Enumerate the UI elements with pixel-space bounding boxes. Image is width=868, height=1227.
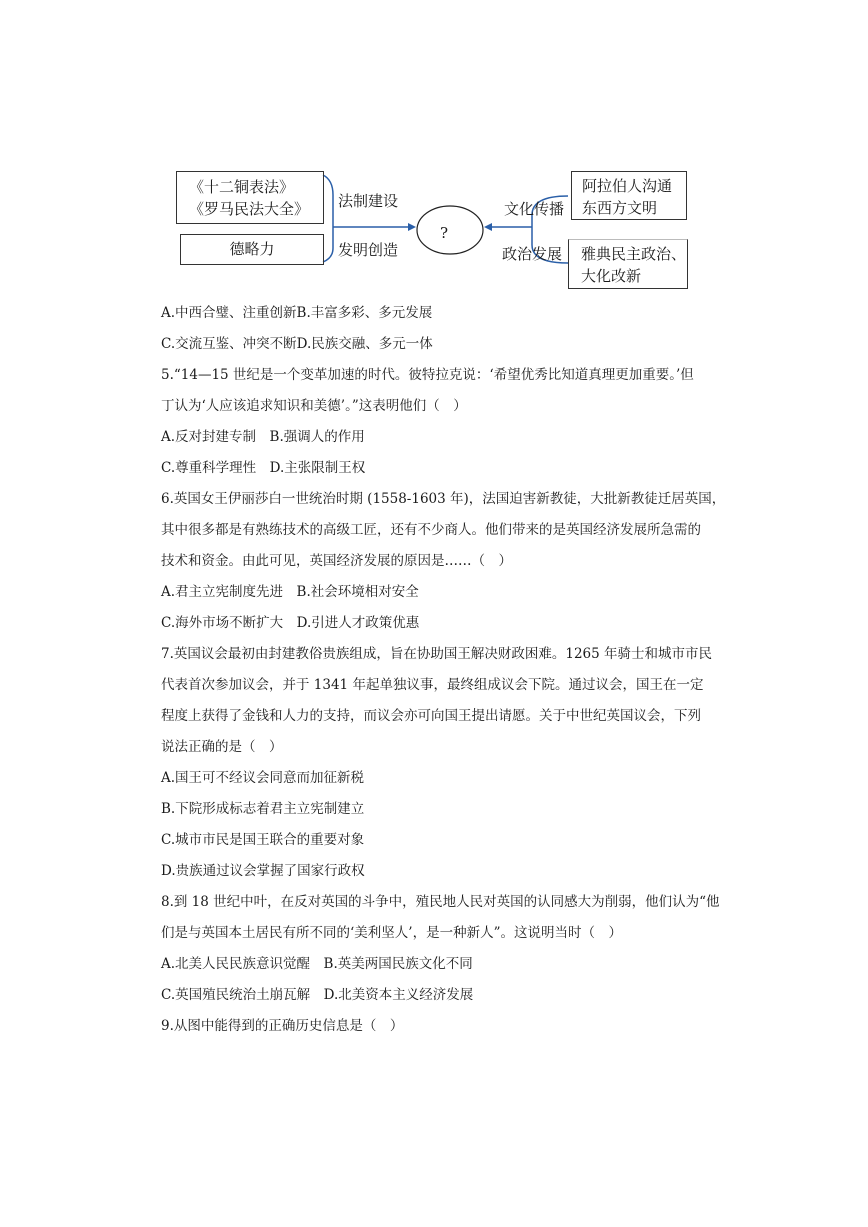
text-line: C.尊重科学理性 D.主张限制王权: [161, 460, 366, 476]
text-line: C.交流互鉴、冲突不断D.民族交融、多元一体: [161, 336, 433, 352]
arab-line-2: 东西方文明: [582, 199, 658, 217]
text-line: 8.到 18 世纪中叶，在反对英国的斗争中，殖民地人民对英国的认同感大为削弱，他们认为“他: [161, 894, 720, 910]
question-text: [161, 300, 726, 1044]
text-line: C.城市市民是国王联合的重要对象: [161, 832, 365, 848]
text-line: B.下院形成标志着君主立宪制建立: [161, 801, 365, 817]
text-line: A.中西合璧、注重创新B.丰富多彩、多元发展: [161, 305, 433, 321]
text-line: A.北美人民民族意识觉醒 B.英美两国民族文化不同: [161, 956, 473, 972]
label-political-development: 政治发展: [502, 245, 563, 263]
text-line: C.海外市场不断扩大 D.引进人才政策优惠: [161, 615, 420, 631]
text-line: 说法正确的是（ ）: [161, 739, 283, 755]
label-cultural-spread: 文化传播: [504, 200, 565, 218]
center-question: ?: [440, 224, 449, 242]
diagram-connectors: [0, 0, 868, 300]
arab-line-1: 阿拉伯人沟通: [582, 177, 673, 195]
text-line: 们是与英国本土居民有所不同的‘美利坚人’，是一种新人”。这说明当时（ ）: [161, 925, 622, 941]
text-line: 7.英国议会最初由封建教俗贵族组成，旨在协助国王解决财政困难。1265 年骑士和城市市民: [161, 646, 713, 662]
law-codes-box: [176, 171, 324, 224]
text-line: 6.英国女王伊丽莎白一世统治时期 (1558-1603 年)，法国迫害新教徒，大批新教徒迁居英国，: [161, 491, 726, 507]
law-code-2: 《罗马民法大全》: [189, 200, 310, 218]
text-line: 代表首次参加议会，并于 1341 年起单独议事，最终组成议会下院。通过议会，国王在一定: [161, 677, 704, 693]
label-invention: 发明创造: [338, 241, 399, 259]
text-line: 其中很多都是有熟练技术的高级工匠，还有不少商人。他们带来的是英国经济发展所急需的: [161, 522, 701, 538]
label-law-construction: 法制建设: [338, 192, 399, 210]
text-line: A.国王可不经议会同意而加征新税: [161, 770, 365, 786]
invention-box: [180, 234, 324, 265]
democracy-reform-box: [568, 239, 688, 289]
text-line: 9.从图中能得到的正确历史信息是（ ）: [161, 1018, 404, 1034]
text-line: 技术和资金。由此可见，英国经济发展的原因是……（ ）: [161, 553, 512, 569]
invention-text: 德略力: [229, 240, 275, 258]
text-line: 丁认为‘人应该追求知识和美德’。”这表明他们（ ）: [161, 398, 467, 414]
arab-civilization-box: [571, 171, 687, 220]
text-line: 5.“14—15 世纪是一个变革加速的时代。彼特拉克说：‘希望优秀比知道真理更加重要。’但: [161, 367, 694, 383]
knowledge-diagram: [0, 0, 868, 300]
democracy-line-1: 雅典民主政治、: [581, 245, 687, 263]
text-line: A.反对封建专制 B.强调人的作用: [161, 429, 365, 445]
text-line: D.贵族通过议会掌握了国家行政权: [161, 863, 365, 879]
text-line: 程度上获得了金钱和人力的支持，而议会亦可向国王提出请愿。关于中世纪英国议会，下列: [161, 708, 701, 724]
law-code-1: 《十二铜表法》: [189, 178, 295, 196]
democracy-line-2: 大化改新: [581, 267, 642, 285]
text-line: A.君主立宪制度先进 B.社会环境相对安全: [161, 584, 419, 600]
text-line: C.英国殖民统治土崩瓦解 D.北美资本主义经济发展: [161, 987, 474, 1003]
